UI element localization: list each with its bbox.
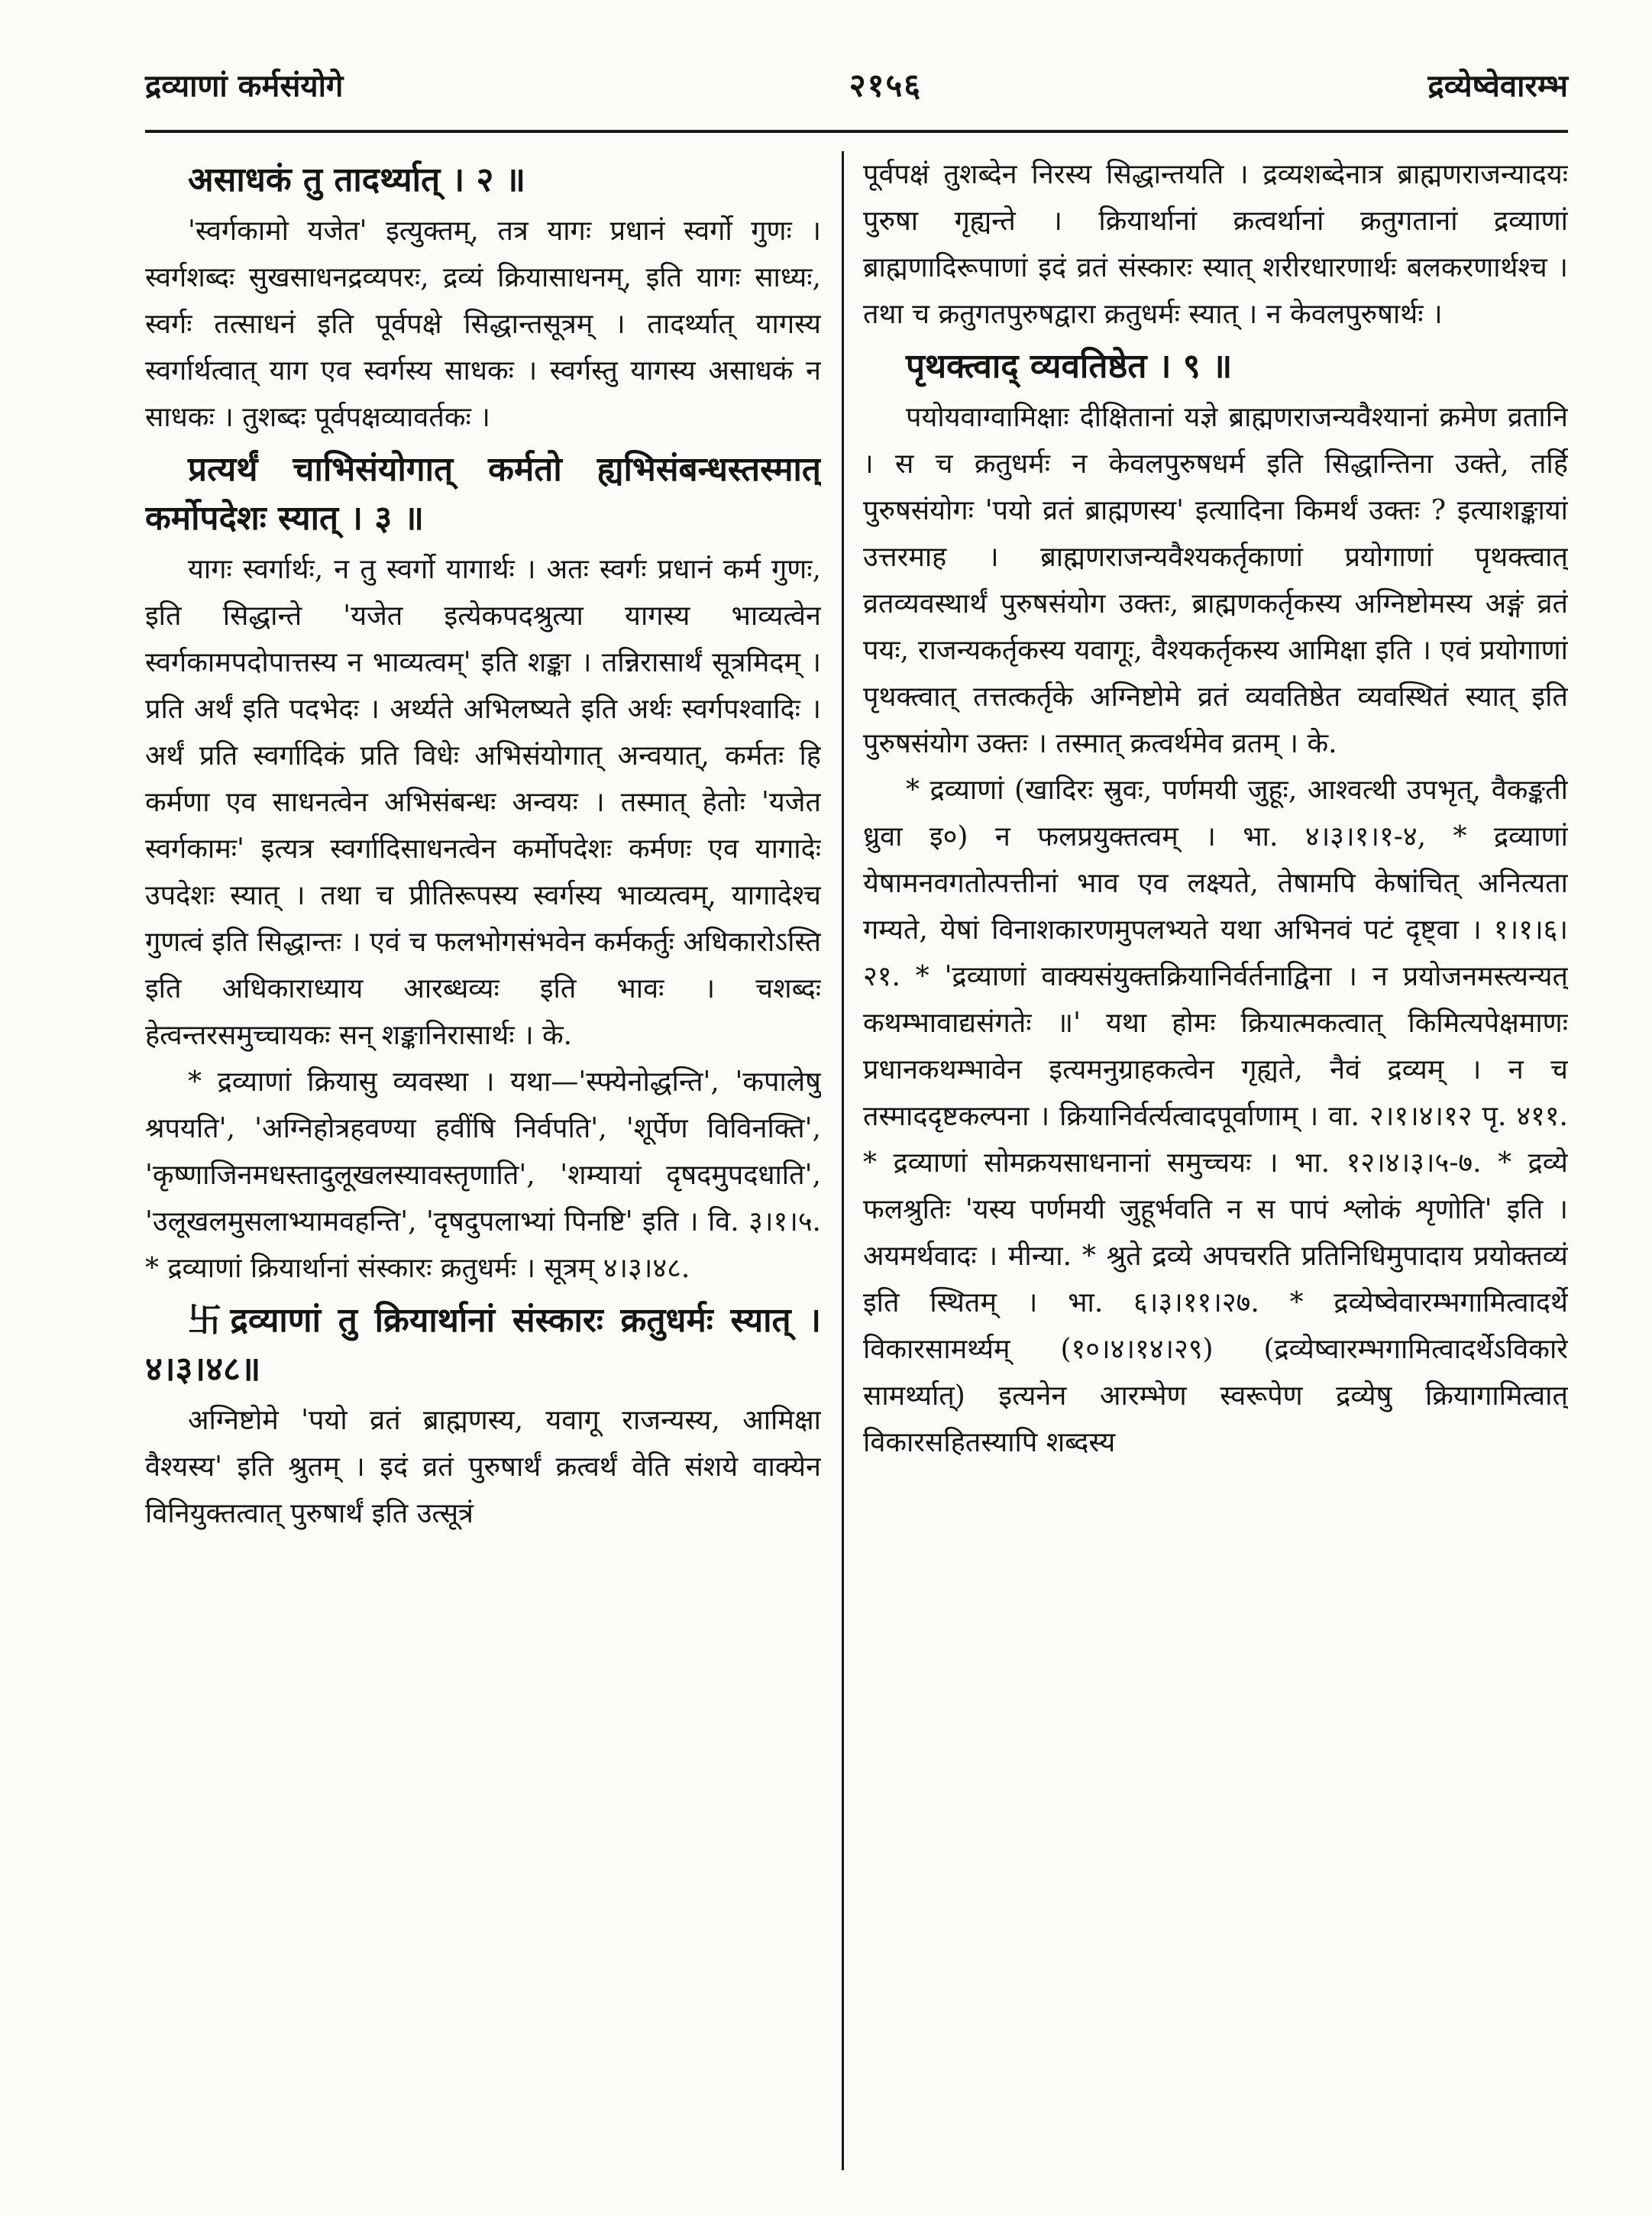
sutra-heading-marked — [145, 1296, 821, 1394]
sutra-heading: प्रत्यर्थं चाभिसंयोगात् कर्मतो ह्यभिसंबन्धस्तस्मात् कर्मोपदेशः स्यात् । ३ ॥ — [145, 450, 821, 538]
header-right-title: द्रव्येष्वेवारम्भ — [1427, 67, 1568, 104]
commentary-paragraph: यागः स्वर्गार्थः, न तु स्वर्गो यागार्थः । अतः स्वर्गः प्रधानं कर्म गुणः, इति सिद्धान्ते 'यजेत इत्येकपदश्रुत्या यागस्य भाव्यत्वेन स्वर्गकामपदोपात्तस्य न भाव्यत्वम्' इति शङ्का । तन्निरासार्थं सूत्रमिदम् । प्रति अर्थं इति पदभेदः । अर्थ्यते अभिलष्यते इति अर्थः स्वर्गपश्वादिः । अर्थं प्रति स्वर्गादिकं प्रति विधेः अभिसंयोगात् अन्वयात्, कर्मतः हि कर्मणा एव साधनत्वेन अभिसंबन्धः अन्वयः । तस्मात् हेतोः 'यजेत स्वर्गकामः' इत्यत्र स्वर्गादिसाधनत्वेन कर्मोपदेशः कर्मणः एव यागादेः उपदेशः स्यात् । तथा च प्रीतिरूपस्य स्वर्गस्य भाव्यत्वम्, यागादेश्च गुणत्वं इति सिद्धान्तः । एवं च फलभोगसंभवेन कर्मकर्तुः अधिकारोऽस्ति इति अधिकाराध्याय आरब्धव्यः इति भावः । चशब्दः हेत्वन्तरसमुच्चायकः सन् शङ्कानिरासार्थः । के. — [145, 554, 821, 1051]
commentary-paragraph: * द्रव्याणां क्रियासु व्यवस्था । यथा—'स्फ्येनोद्धन्ति', 'कपालेषु श्रपयति', 'अग्निहोत्रहवण्या हवींषि निर्वपति', 'शूर्पेण विविनक्ति', 'कृष्णाजिनमधस्तादुलूखलस्यावस्तृणाति', 'शम्यायां दृषदमुपदधाति', 'उलूखलमुसलाभ्यामवहन्ति', 'दृषदुपलाभ्यां पिनष्टि' इति । वि. ३।१।५. * द्रव्याणां क्रियार्थानां संस्कारः क्रतुधर्मः । सूत्रम् ४।३।४८. — [145, 1066, 821, 1284]
sutra-heading: असाधकं तु तादर्थ्यात् । २ ॥ — [188, 160, 526, 199]
column-divider — [842, 151, 844, 2170]
header-rule — [145, 130, 1568, 133]
commentary-paragraph: 'स्वर्गकामो यजेत' इत्युक्तम्, तत्र यागः प्रधानं स्वर्गो गुणः । स्वर्गशब्दः सुखसाधनद्रव्यपरः, द्रव्यं क्रियासाधनम्, इति यागः साध्यः, स्वर्गः तत्साधनं इति पूर्वपक्षे सिद्धान्तसूत्रम् । तादर्थ्यात् यागस्य स्वर्गार्थत्वात् याग एव स्वर्गस्य साधकः । स्वर्गस्तु यागस्य असाधकं न साधकः । तुशब्दः पूर्वपक्षव्यावर्तकः । — [145, 215, 821, 433]
sutra-text: द्रव्याणां तु क्रियार्थानां संस्कारः क्रतुधर्मः स्यात् । ४।३।४८॥ — [145, 1301, 821, 1389]
left-column — [145, 151, 821, 2163]
commentary-paragraph: अग्निष्टोमे 'पयो व्रतं ब्राह्मणस्य, यवागू राजन्यस्य, आमिक्षा वैश्यस्य' इति श्रुतम् । इदं व्रतं पुरुषार्थं क्रत्वर्थं वेति संशये वाक्येन विनियुक्तत्वात् पुरुषार्थं इति उत्सूत्रं — [145, 1405, 821, 1529]
sutra-heading: पृथक्त्वाद् व्यवतिष्ठेत । ९ ॥ — [906, 347, 1233, 386]
page-number: २१५६ — [849, 66, 923, 104]
header-left-title: द्रव्याणां कर्मसंयोगे — [145, 67, 344, 104]
commentary-paragraph: पूर्वपक्षं तुशब्देन निरस्य सिद्धान्तयति । द्रव्यशब्देनात्र ब्राह्मणराजन्यादयः पुरुषा गृह्यन्ते । क्रियार्थानां क्रत्वर्थानां क्रतुगतानां द्रव्याणां ब्राह्मणादिरूपाणां इदं व्रतं संस्कारः स्यात् शरीरधारणार्थः बलकरणार्थश्च । तथा च क्रतुगतपुरुषद्वारा क्रतुधर्मः स्यात् । न केवलपुरुषार्थः । — [863, 159, 1568, 330]
right-column — [863, 151, 1568, 2163]
running-header — [145, 53, 1568, 115]
commentary-paragraph: * द्रव्याणां (खादिरः स्रुवः, पर्णमयी जुहूः, आश्वत्थी उपभृत्, वैकङ्कती ध्रुवा इ०) न फलप्रयुक्तत्वम् । भा. ४।३।१।१-४, * द्रव्याणां येषामनवगतोत्पत्तीनां भाव एव लक्ष्यते, तेषामपि केषांचित् अनित्यता गम्यते, येषां विनाशकारणमुपलभ्यते यथा अभिनवं पटं दृष्ट्वा । १।१।६।२१. * 'द्रव्याणां वाक्यसंयुक्तक्रियानिर्वर्तनाद्विना । न प्रयोजनमस्त्यन्यत् कथम्भावाद्यसंगतेः ॥' यथा होमः क्रियात्मकत्वात् किमित्यपेक्षमाणः प्रधानकथम्भावेन इत्यमनुग्राहकत्वेन गृह्यते, नैवं द्रव्यम् । न च तस्माददृष्टकल्पना । क्रियानिर्वर्त्यत्वादपूर्वाणाम् । वा. २।१।४।१२ पृ. ४११. * द्रव्याणां सोमक्रयसाधनानां समुच्चयः । भा. १२।४।३।५-७. * द्रव्ये फलश्रुतिः 'यस्य पर्णमयी जुहूर्भवति न स पापं श्लोकं शृणोति' इति । अयमर्थवादः । मीन्या. * श्रुते द्रव्ये अपचरति प्रतिनिधिमुपादाय प्रयोक्तव्यं इति स्थितम् । भा. ६।३।११।२७. * द्रव्येष्वेवारम्भगामित्वादर्थे विकारसामर्थ्यम् (१०।४।१४।२९) (द्रव्येष्वारम्भगामित्वादर्थेऽविकारे सामर्थ्यात्) इत्यनेन आरम्भेण स्वरूपेण द्रव्येषु क्रियागामित्वात् विकारसहितस्यापि शब्दस्य — [863, 775, 1568, 1458]
commentary-paragraph: पयोयवाग्वामिक्षाः दीक्षितानां यज्ञे ब्राह्मणराजन्यवैश्यानां क्रमेण व्रतानि । स च क्रतुधर्मः न केवलपुरुषधर्म इति सिद्धान्तिना उक्ते, तर्हि पुरुषसंयोगः 'पयो व्रतं ब्राह्मणस्य' इत्यादिना किमर्थं उक्तः ? इत्याशङ्कायां उत्तरमाह । ब्राह्मणराजन्यवैश्यकर्तृकाणां प्रयोगाणां पृथक्त्वात् व्रतव्यवस्थार्थं पुरुषसंयोग उक्तः, ब्राह्मणकर्तृकस्य अग्निष्टोमस्य अङ्गं व्रतं पयः, राजन्यकर्तृकस्य यवागूः, वैश्यकर्तृकस्य आमिक्षा इति । एवं प्रयोगाणां पृथक्त्वात् तत्तत्कर्तृके अग्निष्टोमे व्रतं व्यवतिष्ठेत व्यवस्थितं स्यात् इति पुरुषसंयोग उक्तः । तस्मात् क्रत्वर्थमेव व्रतम् । के. — [863, 402, 1568, 759]
swastika-mark: 卐 — [188, 1301, 228, 1340]
